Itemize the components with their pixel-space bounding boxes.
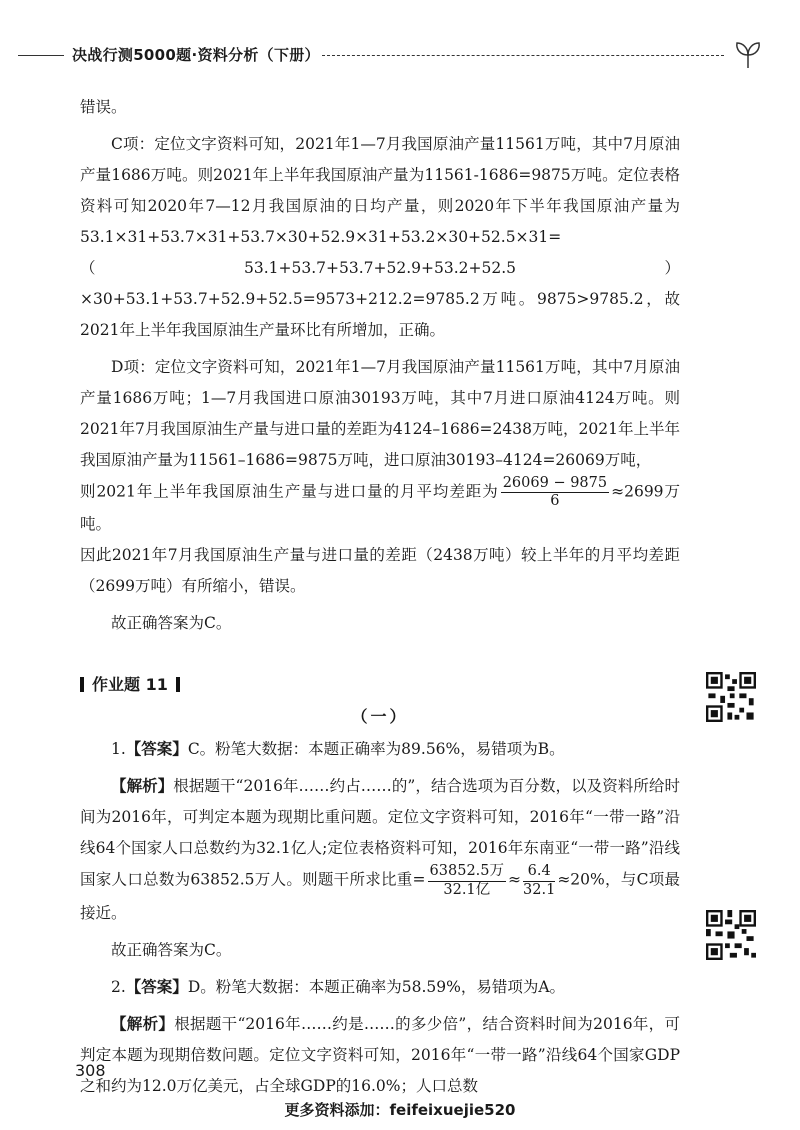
qr-code-icon[interactable] <box>706 672 756 722</box>
header-rule-right <box>322 55 724 56</box>
q1-answer-label: 【答案】 <box>125 740 188 759</box>
section-bar-left <box>80 677 84 692</box>
q2-answer-text: D。粉笔大数据：本题正确率为58.59%，易错项为A。 <box>187 977 566 996</box>
q2-analysis <box>80 1009 680 1102</box>
page-body <box>80 92 680 1102</box>
qr-code-icon[interactable] <box>706 910 756 960</box>
sprout-icon <box>728 40 768 70</box>
q1-conclusion: 故正确答案为C。 <box>111 940 232 959</box>
q1-analysis <box>80 771 680 928</box>
paragraph-continued: 错误。 <box>80 98 127 116</box>
option-c-analysis: C项：定位文字资料可知，2021年1—7月我国原油产量11561万吨，其中7月原油产量1686万吨。则2021年上半年我国原油产量为11561-1686=9875万吨。定位表格资料可知2020年7—12月我国原油的日均产量，则2020年下半年我国原油产量为53.1×31+53.7×31+53.7×30+52.9×31+53.2×30+52.5×31=（53.1+53.7+53.7+52.9+53.2+52.5）×30+53.1+53.7+52.9+52.5=9573+212.2=9785.2万吨。9875>9785.2，故2021年上半年我国原油生产量环比有所增加，正确。 <box>80 135 680 339</box>
q2-number: 2. <box>111 977 126 996</box>
book-title: 决战行测5000题·资料分析（下册） <box>72 46 320 64</box>
q1-analysis-label: 【解析】 <box>111 777 174 796</box>
q1-answer <box>80 734 680 765</box>
d-text-before: 则2021年上半年我国原油生产量与进口量的月平均差距为 <box>80 482 499 501</box>
q1-fraction-1-denominator: 32.1亿 <box>443 881 491 898</box>
header-rule-left <box>18 55 64 56</box>
option-d-fraction-line <box>80 476 680 540</box>
footer-advertisement: 更多资料添加：feifeixuejie520 <box>284 1101 516 1119</box>
d-fraction-numerator: 26069 − 9875 <box>501 476 609 493</box>
q1-number: 1. <box>111 740 126 759</box>
q1-fraction-1-numerator: 63852.5万 <box>428 864 506 881</box>
q2-analysis-text: 根据题干“2016年……约是……的多少倍”，结合资料时间为2016年，可判定本题为现期倍数问题。定位文字资料可知，2016年“一带一路”沿线64个国家GDP之和约为12.0万亿美元，占全球GDP的16.0%；人口总数 <box>80 1014 680 1095</box>
d-fraction-denominator: 6 <box>550 493 560 510</box>
answer-conclusion: 故正确答案为C。 <box>111 614 232 633</box>
q2-answer <box>80 972 680 1003</box>
section-title-text: 作业题 11 <box>92 675 168 695</box>
q2-analysis-label: 【解析】 <box>111 1014 175 1033</box>
q1-fraction-2 <box>523 864 555 897</box>
q1-analysis-end: ≈20%，与C项最接近。 <box>80 871 680 922</box>
d-text-after: ≈2699万吨。 <box>80 482 680 534</box>
q1-approx-sign: ≈ <box>508 871 522 890</box>
q1-fraction-2-numerator: 6.4 <box>523 864 555 881</box>
option-d-analysis: D项：定位文字资料可知，2021年1—7月我国原油产量11561万吨，其中7月原油产量1686万吨；1—7月我国进口原油30193万吨，其中7月进口原油4124万吨。则2021年7月我国原油生产量与进口量的差距为4124–1686=2438万吨，2021年上半年我国原油产量为11561–1686=9875万吨，进口原油30193–4124=26069万吨， <box>80 358 680 469</box>
page-number: 308 <box>75 1061 106 1080</box>
d-fraction <box>501 476 609 509</box>
q1-analysis-text: 根据题干“2016年……约占……的”，结合选项为百分数，以及资料所给时间为2016年，可判定本题为现期比重问题。定位文字资料可知，2016年“一带一路”沿线64个国家人口总数约为32.1亿人;定位表格资料可知，2016年东南亚“一带一路”沿线国家人口总数为63852.5万人。则题干所求比重= <box>80 777 680 890</box>
q1-answer-text: C。粉笔大数据：本题正确率为89.56%，易错项为B。 <box>187 740 565 759</box>
q2-answer-label: 【答案】 <box>125 977 188 996</box>
option-d-conclusion: 因此2021年7月我国原油生产量与进口量的差距（2438万吨）较上半年的月平均差距（2699万吨）有所缩小，错误。 <box>80 546 680 596</box>
q1-fraction-1 <box>428 864 506 897</box>
section-subtitle: （一） <box>351 707 409 727</box>
section-bar-right <box>176 677 180 692</box>
page-header <box>0 40 800 70</box>
section-heading <box>80 669 680 700</box>
q1-fraction-2-denominator: 32.1 <box>523 881 556 898</box>
